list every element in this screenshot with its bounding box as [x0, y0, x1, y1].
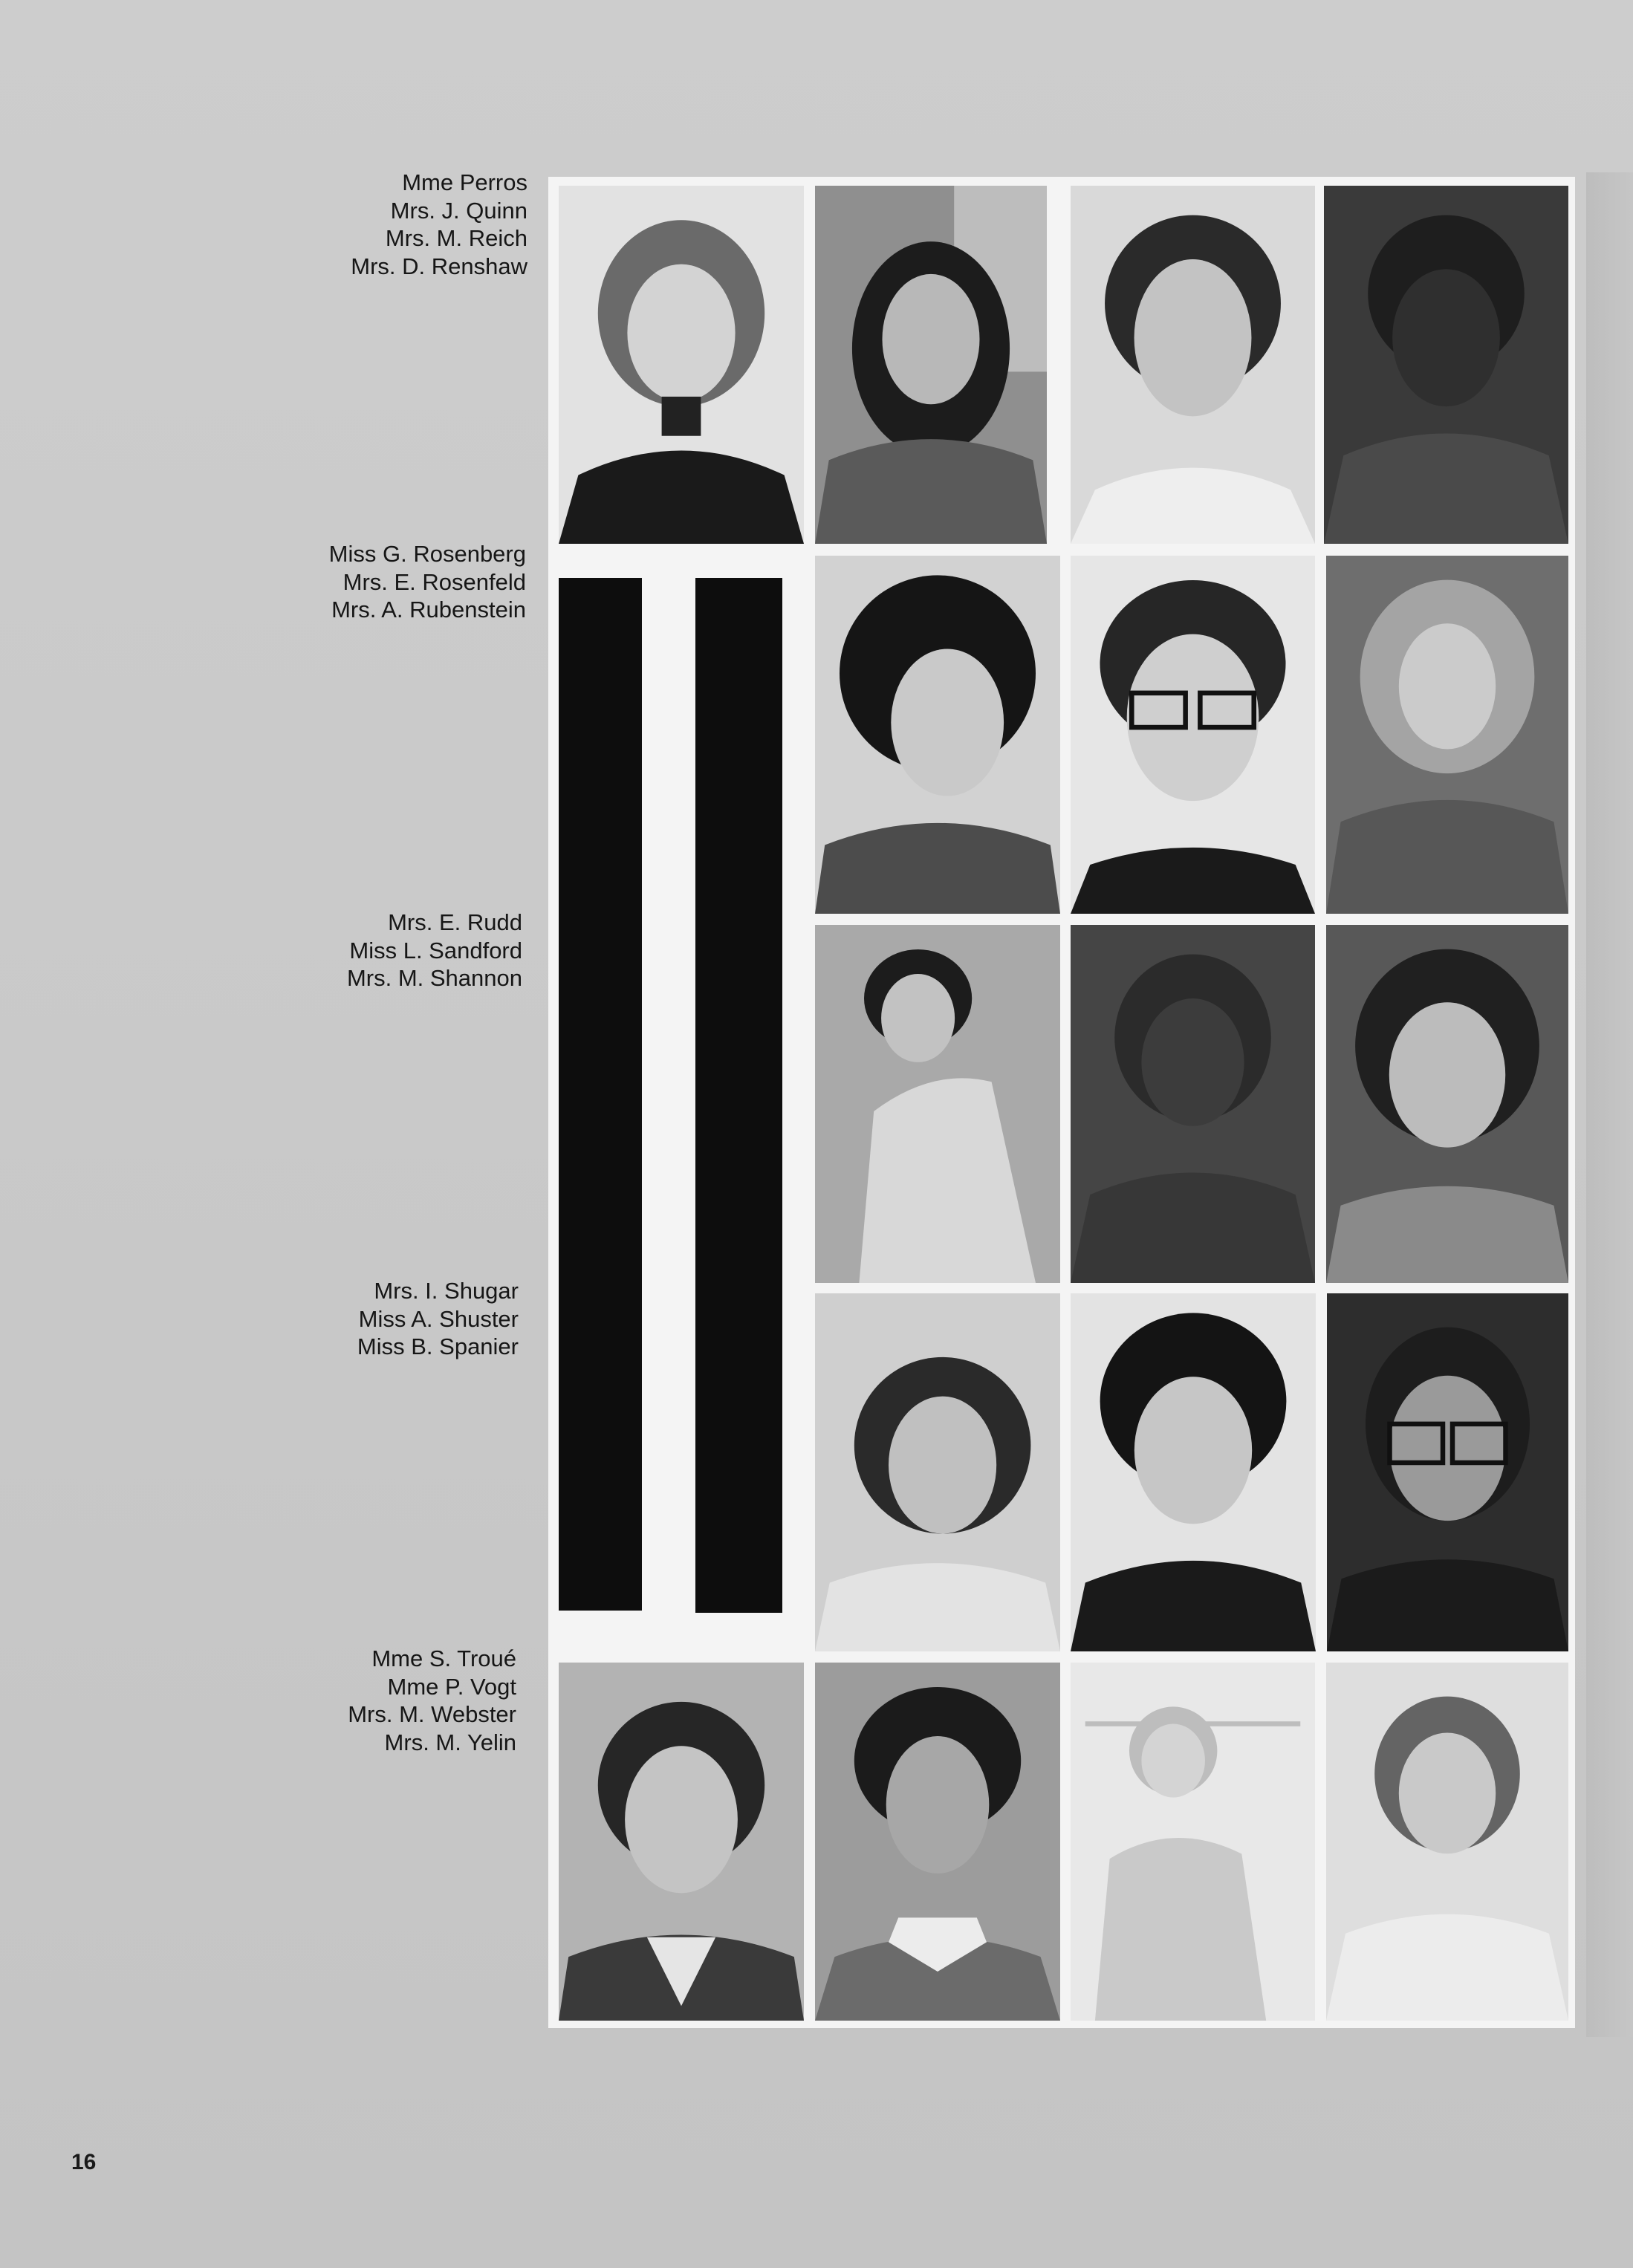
names-group-1: [215, 169, 527, 280]
name-caption: Mrs. M. Webster: [348, 1701, 516, 1727]
portrait-photo: [1071, 186, 1315, 544]
portrait-photo: [1324, 186, 1568, 544]
portrait-photo: [815, 1663, 1060, 2021]
name-caption: Mrs. M. Reich: [385, 225, 527, 251]
name-caption: Mrs. E. Rudd: [388, 909, 522, 935]
name-caption: Mme S. Troué: [371, 1645, 516, 1671]
portrait-photo: [1326, 556, 1568, 914]
portrait-photo: [1327, 1293, 1568, 1651]
name-caption: Miss G. Rosenberg: [328, 541, 526, 567]
name-caption: Mrs. A. Rubenstein: [331, 597, 526, 623]
portrait-photo: [559, 1663, 804, 2021]
name-caption: Mrs. D. Renshaw: [351, 253, 527, 279]
portrait-photo: [815, 925, 1060, 1283]
name-caption: Mrs. M. Yelin: [384, 1729, 516, 1755]
portrait-photo: [559, 186, 804, 544]
name-caption: Miss L. Sandford: [349, 937, 522, 964]
name-caption: Mme P. Vogt: [387, 1673, 516, 1700]
portrait-photo: [1326, 1663, 1568, 2021]
names-group-4: [207, 1277, 519, 1361]
names-group-5: [204, 1645, 516, 1756]
decorative-bar: [559, 578, 642, 1611]
name-caption: Mrs. I. Shugar: [374, 1278, 519, 1304]
name-caption: Mrs. J. Quinn: [390, 197, 527, 224]
name-caption: Miss A. Shuster: [358, 1305, 519, 1332]
portrait-photo: [1071, 1293, 1316, 1651]
portrait-photo: [1071, 925, 1315, 1283]
names-group-2: [214, 540, 526, 624]
decorative-bar: [695, 578, 782, 1613]
page-edge-shadow: [1586, 172, 1633, 2037]
portrait-photo: [815, 186, 1047, 544]
name-caption: Mme Perros: [402, 169, 527, 195]
portrait-photo: [1071, 556, 1315, 914]
portrait-photo: [1071, 1663, 1315, 2021]
name-caption: Mrs. E. Rosenfeld: [342, 568, 526, 595]
portrait-photo: [815, 1293, 1060, 1651]
name-caption: Miss B. Spanier: [357, 1333, 519, 1359]
name-caption: Mrs. M. Shannon: [346, 965, 522, 991]
names-group-3: [210, 909, 522, 992]
portrait-photo: [1326, 925, 1568, 1283]
portrait-photo: [815, 556, 1060, 914]
page-number: 16: [71, 2150, 97, 2174]
